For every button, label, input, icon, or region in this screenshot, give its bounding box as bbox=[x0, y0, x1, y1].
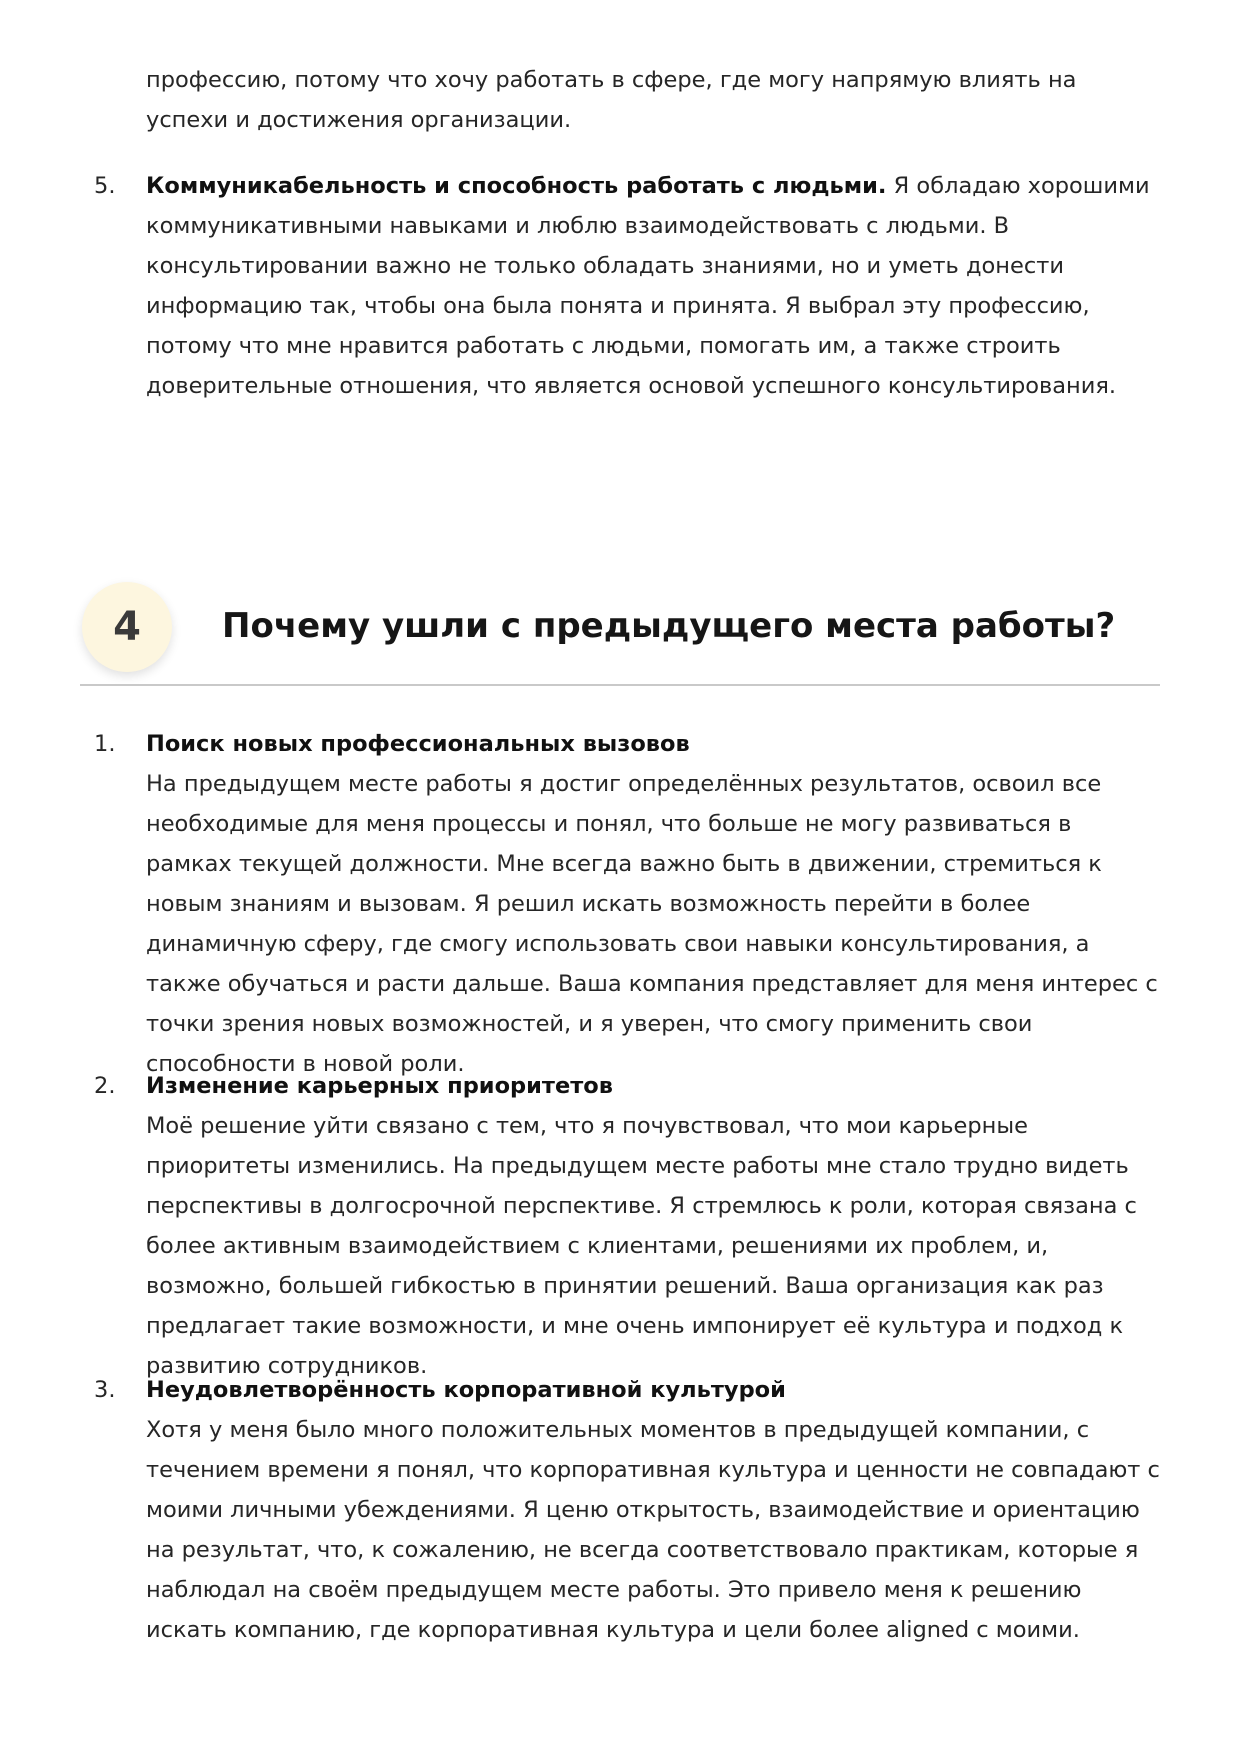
list-item-5 bbox=[94, 166, 1160, 406]
list-number: 5. bbox=[94, 173, 116, 199]
list-item-title: Коммуникабельность и способность работать с людьми. bbox=[146, 173, 887, 199]
section-divider bbox=[80, 684, 1160, 686]
section-title: Почему ушли с предыдущего места работы? bbox=[222, 606, 1116, 646]
section-header bbox=[80, 578, 1160, 686]
list-number: 1. bbox=[94, 731, 116, 757]
list-item-3 bbox=[94, 1370, 1160, 1650]
list-item-text: Хотя у меня было много положительных моментов в предыдущей компании, с течением времени я понял, что корпоративная культура и ценности не совпадают с моими личными убеждениями. Я ценю открытость, взаимодействие и ориентацию на результат, что, к сожалению, не всегда соответствовало практикам, которые я наблюдал на своём предыдущем месте работы. Это привело меня к решению искать компанию, где корпоративная культура и цели более aligned с моими. bbox=[146, 1417, 1160, 1643]
list-item-text: На предыдущем месте работы я достиг определённых результатов, освоил все необходимые для меня процессы и понял, что больше не могу развиваться в рамках текущей должности. Мне всегда важно быть в движении, стремиться к новым знаниям и вызовам. Я решил искать возможность перейти в более динамичную сферу, где смогу использовать свои навыки консультирования, а также обучаться и расти дальше. Ваша компания представляет для меня интерес с точки зрения новых возможностей, и я уверен, что смогу применить свои способности в новой роли. bbox=[146, 771, 1158, 1077]
continued-paragraph: профессию, потому что хочу работать в сфере, где могу напрямую влиять на успехи и достижения организации. bbox=[146, 67, 1077, 133]
list-item-text: Моё решение уйти связано с тем, что я почувствовал, что мои карьерные приоритеты изменились. На предыдущем месте работы мне стало трудно видеть перспективы в долгосрочной перспективе. Я стремлюсь к роли, которая связана с более активным взаимодействием с клиентами, решениями их проблем, и, возможно, большей гибкостью в принятии решений. Ваша организация как раз предлагает такие возможности, и мне очень импонирует её культура и подход к развитию сотрудников. bbox=[146, 1113, 1137, 1379]
list-number: 3. bbox=[94, 1377, 116, 1403]
list-item-body bbox=[120, 724, 1160, 1084]
list-item-title: Неудовлетворённость корпоративной культурой bbox=[146, 1377, 786, 1403]
list-item-body bbox=[120, 166, 1160, 406]
list-item-title: Поиск новых профессиональных вызовов bbox=[146, 731, 690, 757]
list-item-title: Изменение карьерных приоритетов bbox=[146, 1073, 613, 1099]
list-item-text: Я обладаю хорошими коммуникативными навыками и люблю взаимодействовать с людьми. В консультировании важно не только обладать знаниями, но и уметь донести информацию так, чтобы она была понята и принята. Я выбрал эту профессию, потому что мне нравится работать с людьми, помогать им, а также строить доверительные отношения, что является основой успешного консультирования. bbox=[146, 173, 1150, 399]
list-item-body bbox=[120, 1370, 1160, 1650]
section-number-badge: 4 bbox=[82, 582, 172, 672]
list-item-body bbox=[120, 1066, 1160, 1386]
list-number: 2. bbox=[94, 1073, 116, 1099]
list-item-1 bbox=[94, 724, 1160, 1084]
list-item-2 bbox=[94, 1066, 1160, 1386]
